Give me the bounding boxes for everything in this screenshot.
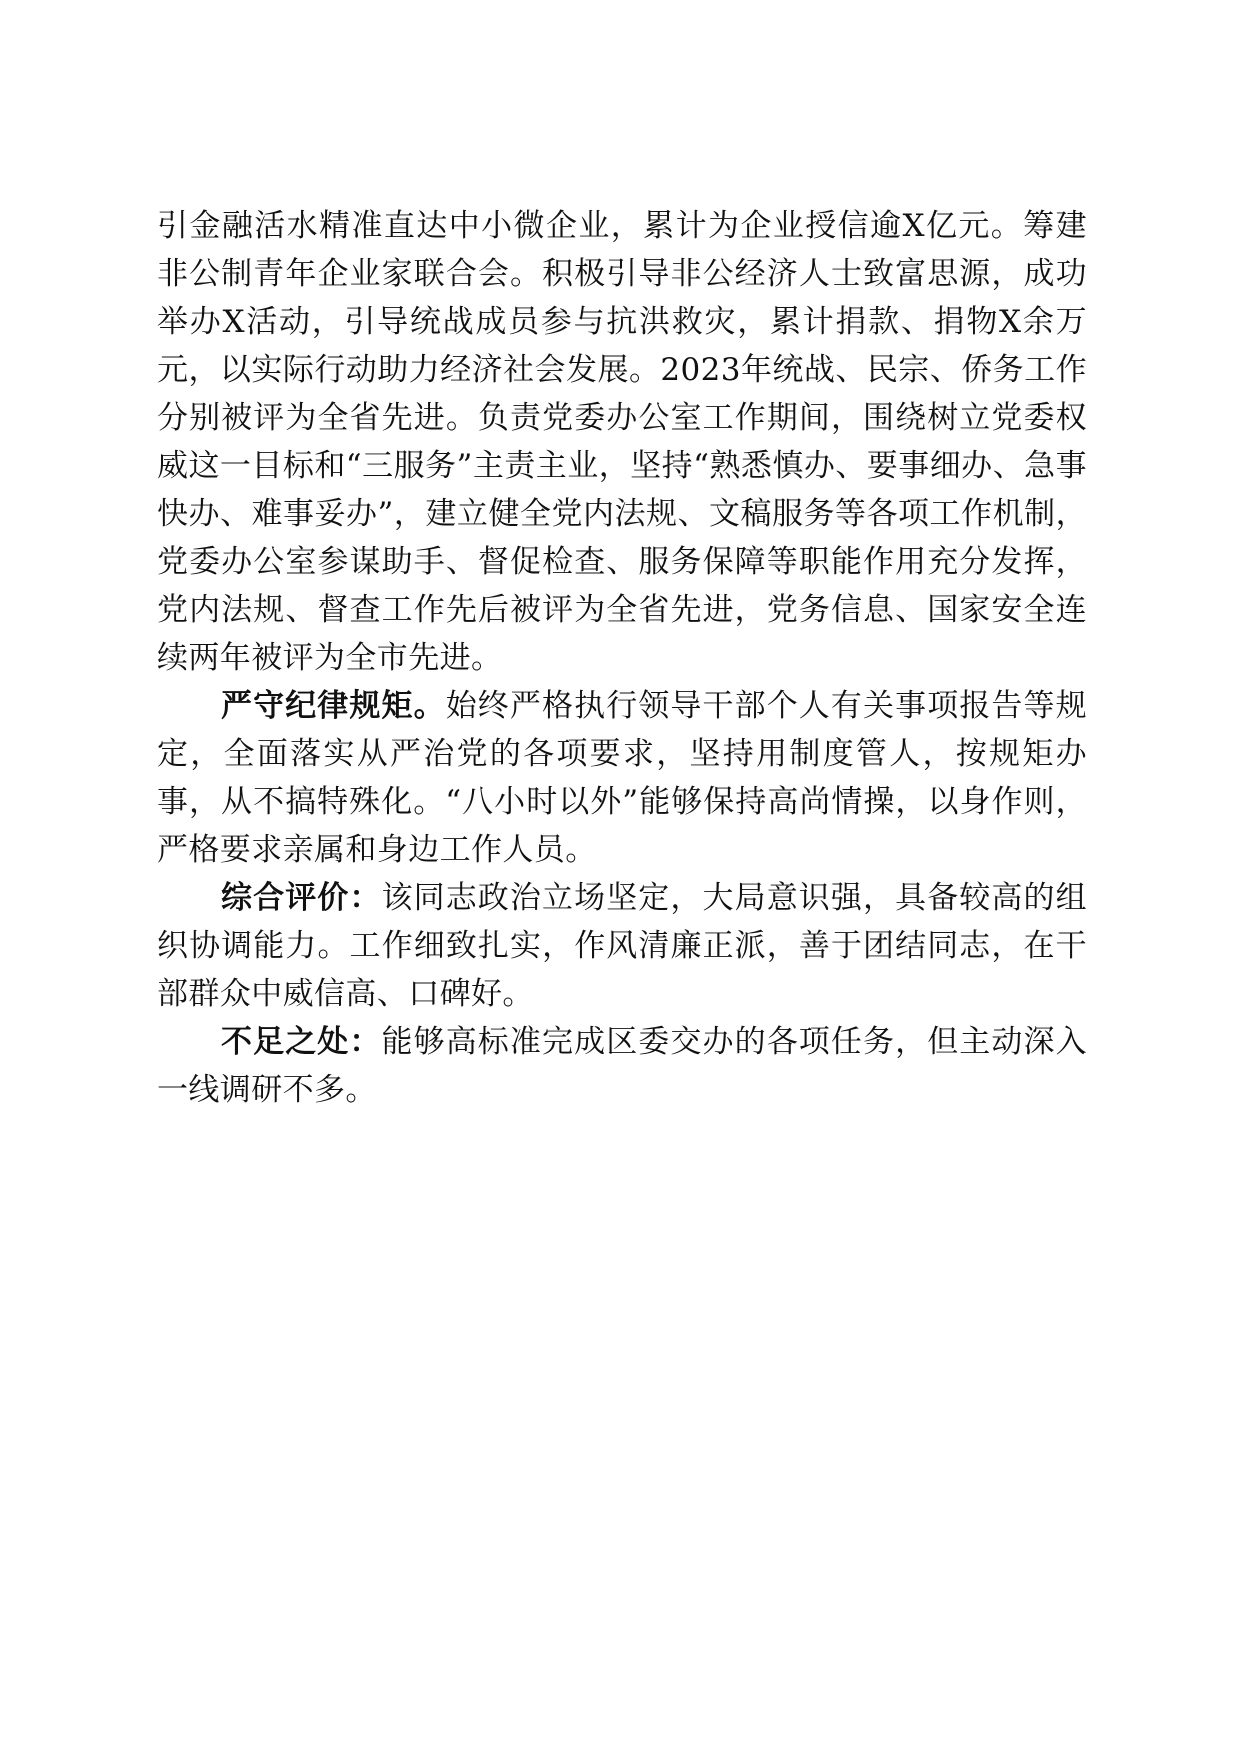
paragraph-overall-evaluation (157, 874, 1087, 1018)
paragraph-heading: 严守纪律规矩。 (221, 688, 446, 724)
paragraph-text: 始终严格执行领导干部个人有关事项报告等规定，全面落实从严治党的各项要求，坚持用制度管人，按规矩办事，从不搞特殊化。“八小时以外”能够保持高尚情操，以身作则，严格要求亲属和身边工作人员。 (157, 688, 1087, 868)
paragraph-heading: 综合评价： (221, 880, 382, 916)
paragraph-discipline (157, 682, 1087, 874)
paragraph-achievements (157, 202, 1087, 682)
paragraph-text: 能够高标准完成区委交办的各项任务，但主动深入一线调研不多。 (157, 1024, 1087, 1108)
document-body (157, 202, 1087, 1114)
paragraph-heading: 不足之处： (221, 1024, 382, 1060)
paragraph-text: 引金融活水精准直达中小微企业，累计为企业授信逾X亿元。筹建非公制青年企业家联合会。积极引导非公经济人士致富思源，成功举办X活动，引导统战成员参与抗洪救灾，累计捐款、捐物X余万元，以实际行动助力经济社会发展。2023年统战、民宗、侨务工作分别被评为全省先进。负责党委办公室工作期间，围绕树立党委权威这一目标和“三服务”主责主业，坚持“熟悉慎办、要事细办、急事快办、难事妥办”，建立健全党内法规、文稿服务等各项工作机制，党委办公室参谋助手、督促检查、服务保障等职能作用充分发挥，党内法规、督查工作先后被评为全省先进，党务信息、国家安全连续两年被评为全市先进。 (157, 208, 1087, 676)
paragraph-text: 该同志政治立场坚定，大局意识强，具备较高的组织协调能力。工作细致扎实，作风清廉正派，善于团结同志，在干部群众中威信高、口碑好。 (157, 880, 1087, 1012)
paragraph-shortcomings (157, 1018, 1087, 1114)
